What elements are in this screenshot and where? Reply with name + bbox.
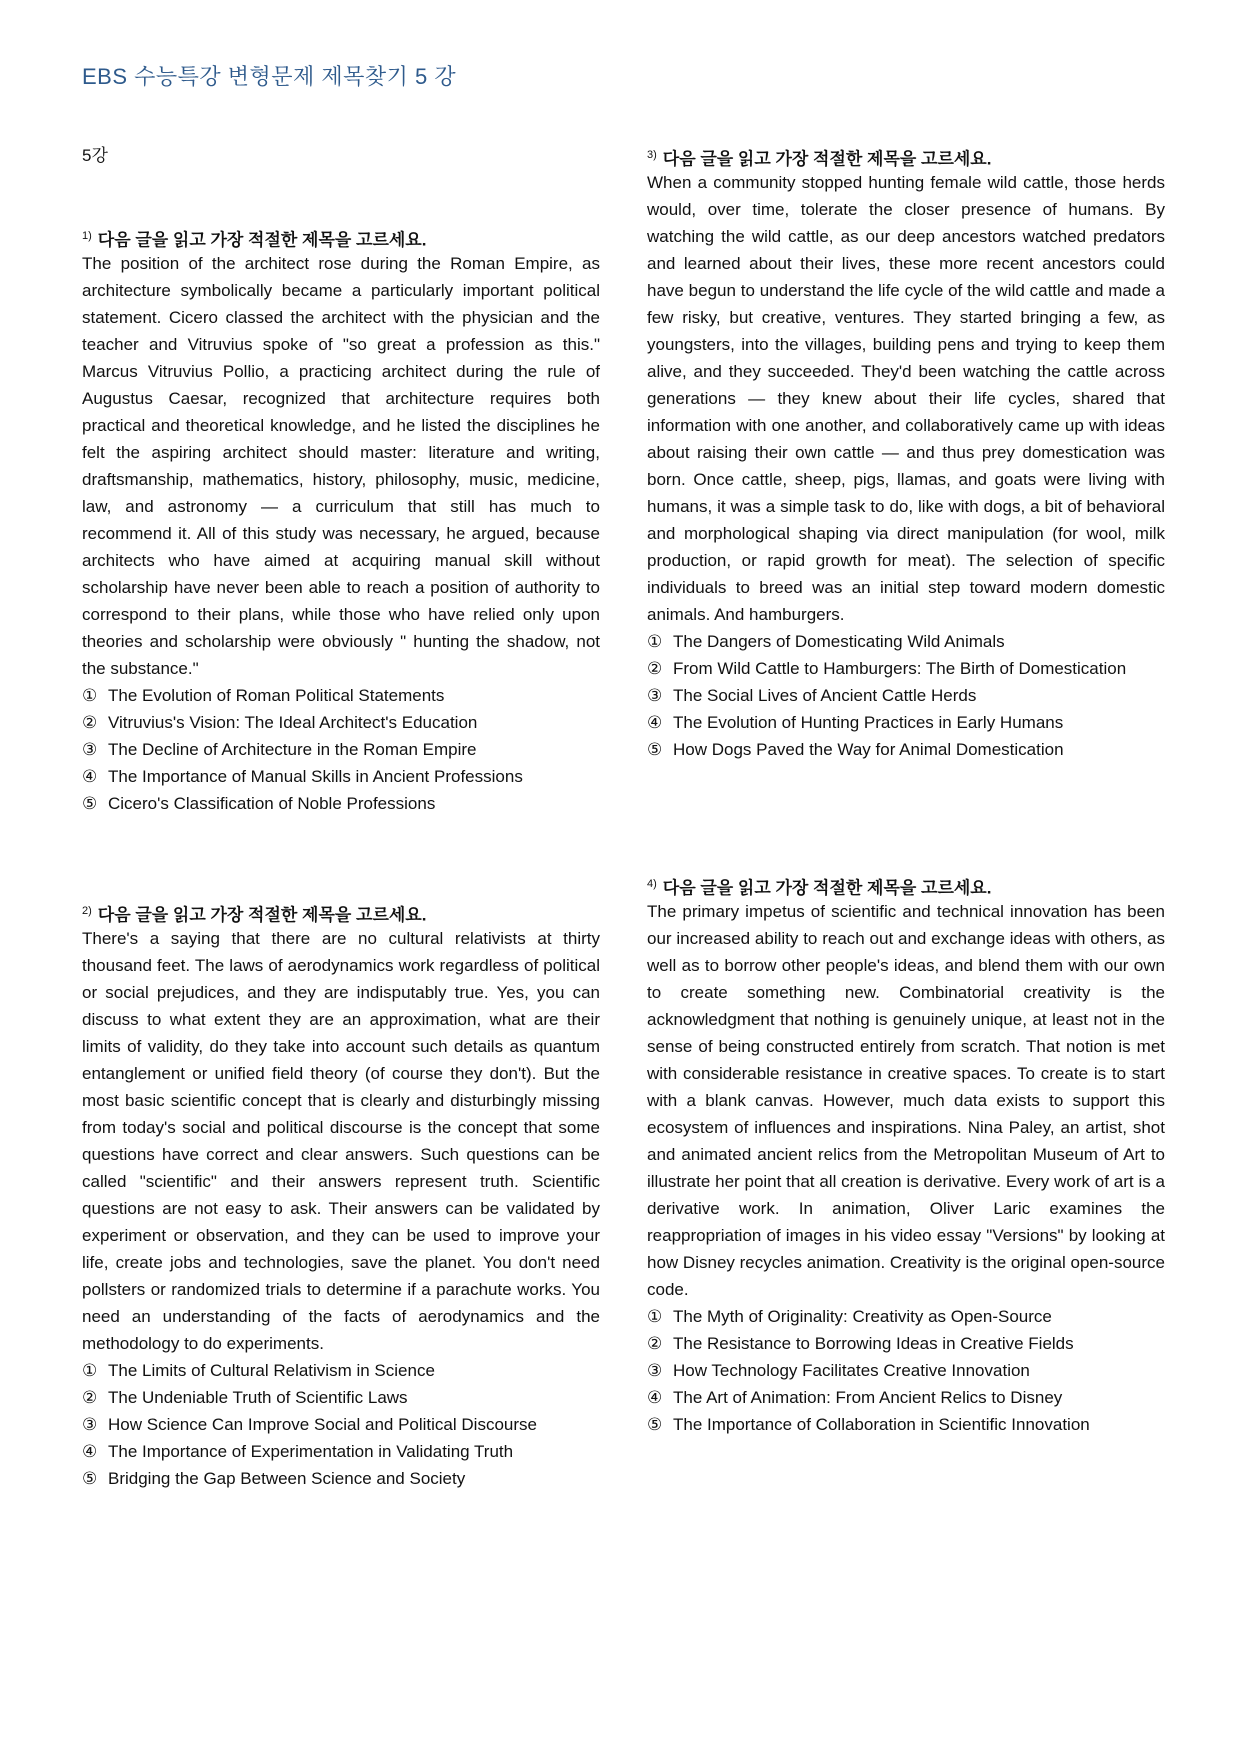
option-text: Bridging the Gap Between Science and Society — [108, 1469, 466, 1488]
option-marker: ⑤ — [647, 1415, 663, 1434]
question-3 — [647, 142, 1165, 763]
question-number: 3) — [647, 149, 657, 161]
passage: The primary impetus of scientific and technical innovation has been our increased ability to reach out and exchange ideas with others, as well as to borrow other people's ideas, and blend them with our own to create something new. Combinatorial creativity is the acknowledgment that nothing is genuinely unique, at least not in the sense of being constructed entirely from scratch. That notion is met with considerable resistance in creative spaces. To create is to start with a blank canvas. However, much data exists to support this ecosystem of influences and inspirations. Nina Paley, an artist, shot and animated ancient relics from the Metropolitan Museum of Art to illustrate her point that all creation is derivative. Every work of art is a derivative work. In animation, Oliver Laric examines the reappropriation of images in his video essay "Versions" by looking at how Disney recycles animation. Creativity is the original open-source code. — [647, 902, 1165, 1299]
question-heading — [82, 223, 600, 250]
option-marker: ① — [647, 632, 663, 651]
option-text: The Limits of Cultural Relativism in Science — [108, 1361, 435, 1380]
option-1 — [647, 1303, 1165, 1330]
option-text: The Importance of Collaboration in Scientific Innovation — [673, 1415, 1090, 1434]
option-marker: ⑤ — [647, 740, 663, 759]
option-5 — [647, 736, 1165, 763]
option-1 — [647, 628, 1165, 655]
question-number: 4) — [647, 878, 657, 890]
option-marker: ② — [82, 713, 98, 732]
passage: The position of the architect rose during the Roman Empire, as architecture symbolically became a particularly important political statement. Cicero classed the architect with the physician and the teacher and Vitruvius spoke of "so great a profession as this." Marcus Vitruvius Pollio, a practicing architect during the rule of Augustus Caesar, recognized that architecture requires both practical and theoretical knowledge, and he listed the disciplines he felt the aspiring architect should master: literature and writing, draftsmanship, mathematics, history, philosophy, music, medicine, law, and astronomy ― a curriculum that still has much to recommend it. All of this study was necessary, he argued, because architects who have aimed at acquiring manual skill without scholarship have never been able to reach a position of authority to correspond to their plans, while those who have relied only upon theories and scholarship were obviously " hunting the shadow, not the substance." — [82, 254, 600, 678]
option-text: The Evolution of Hunting Practices in Early Humans — [673, 713, 1064, 732]
option-5 — [82, 790, 600, 817]
option-3 — [647, 1357, 1165, 1384]
option-marker: ④ — [82, 1442, 98, 1461]
passage: When a community stopped hunting female wild cattle, those herds would, over time, tolerate the closer presence of humans. By watching the wild cattle, as our deep ancestors watched predators and learned about their lives, these more recent ancestors could have begun to understand the life cycle of the wild cattle and made a few risky, but creative, ventures. They started bringing a few, as youngsters, into the villages, building pens and trying to keep them alive, and they succeeded. They'd been watching the cattle across generations ― they knew about their life cycles, shared that information with one another, and collaboratively came up with ideas about raising their own cattle ― and thus prey domestication was born. Once cattle, sheep, pigs, llamas, and goats were living with humans, it was a simple task to do, like with dogs, a bit of behavioral and morphological shaping via direct manipulation (for wool, milk production, or rapid growth for meat). The selection of specific individuals to breed was an initial step toward modern domestic animals. And hamburgers. — [647, 173, 1165, 624]
passage: There's a saying that there are no cultural relativists at thirty thousand feet. The laws of aerodynamics work regardless of political or social prejudices, and they are indisputably true. Yes, you can discuss to what extent they are an approximation, what are their limits of validity, do they take into account such details as quantum entanglement or unified field theory (of course they don't). But the most basic scientific concept that is clearly and disturbingly missing from today's social and political discourse is the concept that some questions have correct and clear answers. Such questions can be called "scientific" and their answers represent truth. Scientific questions are not easy to ask. Their answers can be validated by experiment or observation, and they can be used to improve your life, create jobs and technologies, save the planet. You don't need pollsters or randomized trials to determine if a parachute works. You need an understanding of the facts of aerodynamics and the methodology to do experiments. — [82, 929, 600, 1353]
question-instruction: 다음 글을 읽고 가장 적절한 제목을 고르세요. — [97, 230, 427, 250]
option-marker: ③ — [647, 1361, 663, 1380]
option-5 — [82, 1465, 600, 1492]
question-number: 2) — [82, 905, 92, 917]
option-text: The Evolution of Roman Political Statements — [108, 686, 445, 705]
option-text: How Dogs Paved the Way for Animal Domestication — [673, 740, 1064, 759]
right-column — [647, 142, 1165, 1438]
option-3 — [647, 682, 1165, 709]
option-marker: ⑤ — [82, 794, 98, 813]
option-text: How Science Can Improve Social and Political Discourse — [108, 1415, 537, 1434]
option-3 — [82, 1411, 600, 1438]
option-2 — [82, 709, 600, 736]
option-1 — [82, 682, 600, 709]
option-marker: ③ — [647, 686, 663, 705]
option-marker: ⑤ — [82, 1469, 98, 1488]
question-2 — [82, 898, 600, 1492]
option-text: The Importance of Experimentation in Validating Truth — [108, 1442, 514, 1461]
option-text: How Technology Facilitates Creative Innovation — [673, 1361, 1030, 1380]
option-marker: ④ — [647, 1388, 663, 1407]
option-marker: ② — [647, 1334, 663, 1353]
left-column — [82, 142, 600, 1492]
option-3 — [82, 736, 600, 763]
question-instruction: 다음 글을 읽고 가장 적절한 제목을 고르세요. — [662, 149, 992, 169]
question-1 — [82, 223, 600, 817]
option-marker: ① — [82, 686, 98, 705]
option-4 — [82, 763, 600, 790]
option-text: The Myth of Originality: Creativity as Open-Source — [673, 1307, 1052, 1326]
option-text: The Art of Animation: From Ancient Relics to Disney — [673, 1388, 1063, 1407]
option-text: The Undeniable Truth of Scientific Laws — [108, 1388, 408, 1407]
option-2 — [82, 1384, 600, 1411]
option-text: The Dangers of Domesticating Wild Animals — [673, 632, 1005, 651]
option-text: The Importance of Manual Skills in Ancient Professions — [108, 767, 523, 786]
option-text: Cicero's Classification of Noble Professions — [108, 794, 436, 813]
option-4 — [647, 709, 1165, 736]
option-5 — [647, 1411, 1165, 1438]
question-4 — [647, 871, 1165, 1438]
option-4 — [82, 1438, 600, 1465]
option-marker: ④ — [647, 713, 663, 732]
option-2 — [647, 655, 1165, 682]
question-heading — [647, 871, 1165, 898]
option-marker: ② — [82, 1388, 98, 1407]
question-heading — [647, 142, 1165, 169]
option-marker: ① — [647, 1307, 663, 1326]
option-marker: ② — [647, 659, 663, 678]
option-marker: ③ — [82, 1415, 98, 1434]
option-2 — [647, 1330, 1165, 1357]
question-number: 1) — [82, 230, 92, 242]
option-text: The Decline of Architecture in the Roman Empire — [108, 740, 477, 759]
option-1 — [82, 1357, 600, 1384]
option-text: The Social Lives of Ancient Cattle Herds — [673, 686, 977, 705]
option-text: Vitruvius's Vision: The Ideal Architect's Education — [108, 713, 478, 732]
question-instruction: 다음 글을 읽고 가장 적절한 제목을 고르세요. — [662, 878, 992, 898]
question-instruction: 다음 글을 읽고 가장 적절한 제목을 고르세요. — [97, 905, 427, 925]
option-text: The Resistance to Borrowing Ideas in Creative Fields — [673, 1334, 1074, 1353]
option-marker: ① — [82, 1361, 98, 1380]
lesson-label: 5강 — [82, 146, 108, 165]
option-marker: ③ — [82, 740, 98, 759]
option-marker: ④ — [82, 767, 98, 786]
option-4 — [647, 1384, 1165, 1411]
page-header: EBS 수능특강 변형문제 제목찾기 5 강 — [82, 64, 457, 89]
question-heading — [82, 898, 600, 925]
option-text: From Wild Cattle to Hamburgers: The Birth of Domestication — [673, 659, 1127, 678]
